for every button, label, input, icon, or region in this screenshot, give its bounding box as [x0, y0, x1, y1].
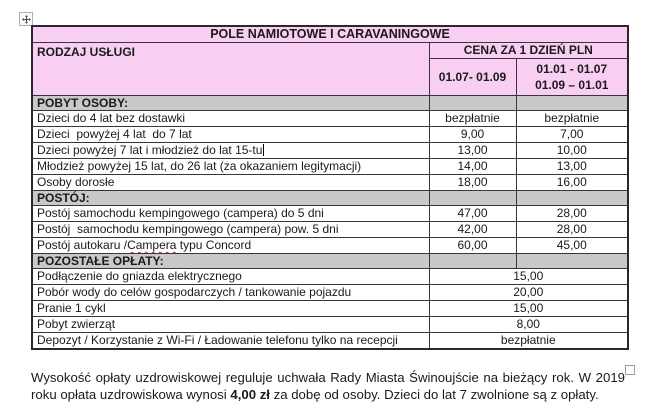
price-value: 28,00: [556, 206, 587, 220]
service-cell[interactable]: [32, 206, 429, 222]
service-label: Pobór wody do celów gospodarczych / tankowanie pojazdu: [37, 285, 352, 299]
price-value: 15,00: [513, 269, 544, 283]
service-label: Dzieci do 4 lat bez dostawki: [37, 111, 186, 125]
service-label: Osoby dorosłe: [37, 175, 115, 189]
service-cell[interactable]: [32, 301, 429, 317]
price-cell-merged[interactable]: [429, 333, 628, 350]
price-cell-season1[interactable]: [429, 175, 516, 191]
service-label: Młodzież powyżej 15 lat, do 26 lat (za okazaniem legitymacji): [37, 159, 362, 173]
table-header-row-1: [32, 43, 628, 59]
section-header-row: [32, 191, 628, 206]
section-heading: POBYT OSOBY:: [37, 96, 129, 110]
price-cell-offseason[interactable]: [516, 222, 628, 238]
table-title-cell[interactable]: [32, 26, 628, 43]
price-cell-season1[interactable]: [429, 222, 516, 238]
price-value: 60,00: [457, 238, 488, 252]
price-cell-season1[interactable]: [429, 159, 516, 175]
price-value: bezpłatnie: [544, 111, 600, 125]
price-value: 9,00: [460, 127, 485, 141]
service-label: Dzieci powyżej 4 lat do 7 lat: [37, 127, 192, 141]
service-cell[interactable]: [32, 127, 429, 143]
section-header-row: [32, 96, 628, 111]
season1-header: 01.07- 01.09: [438, 70, 507, 84]
table-row: [32, 301, 628, 317]
price-column-header: CENA ZA 1 DZIEŃ PLN: [463, 43, 593, 57]
price-cell-merged[interactable]: [429, 301, 628, 317]
price-column-header-cell[interactable]: [429, 43, 628, 59]
text-cursor: [263, 144, 264, 156]
section-heading-cell[interactable]: [32, 96, 429, 111]
service-cell[interactable]: [32, 285, 429, 301]
price-table: [31, 25, 629, 350]
price-value: 8,00: [516, 317, 540, 331]
service-label-suffix: typu Concord: [176, 238, 252, 252]
section-empty-cell[interactable]: [516, 96, 628, 111]
section-empty-cell[interactable]: [516, 191, 628, 206]
price-cell-offseason[interactable]: [516, 175, 628, 191]
price-cell-season1[interactable]: [429, 238, 516, 254]
price-value: 7,00: [560, 127, 584, 141]
season1-header-cell[interactable]: [429, 59, 516, 96]
price-value: 13,00: [556, 159, 587, 173]
table-row: [32, 333, 628, 350]
price-value: 42,00: [457, 222, 488, 236]
season2-header-line1: 01.01 - 01.07: [536, 62, 608, 76]
service-label: Podłączenie do gniazda elektrycznego: [37, 269, 242, 283]
service-cell[interactable]: [32, 159, 429, 175]
service-label: Pobyt zwierząt: [37, 317, 116, 331]
service-label: Postój samochodu kempingowego (campera) do 5 dni: [37, 206, 324, 220]
table-row: [32, 285, 628, 301]
table-title-row: [32, 26, 628, 43]
table-row: [32, 159, 628, 175]
service-cell[interactable]: [32, 111, 429, 127]
table-row: [32, 206, 628, 222]
service-column-header: RODZAJ USŁUGI: [37, 45, 136, 59]
service-column-header-cell[interactable]: [32, 43, 429, 96]
section-heading: POSTÓJ:: [37, 191, 90, 205]
footer-text-after: za dobę od osoby. Dzieci do lat 7 zwolnione są z opłaty.: [269, 387, 599, 402]
price-cell-offseason[interactable]: [516, 143, 628, 159]
table-row: [32, 175, 628, 191]
service-label: Depozyt / Korzystanie z Wi-Fi / Ładowanie telefonu tylko na recepcji: [37, 333, 398, 347]
service-cell[interactable]: [32, 317, 429, 333]
price-value: 10,00: [556, 143, 587, 157]
price-cell-season1[interactable]: [429, 111, 516, 127]
price-value: 45,00: [556, 238, 587, 252]
service-label: Postój samochodu kempingowego (campera) pow. 5 dni: [37, 222, 339, 236]
misspelled-word: Campera: [127, 238, 177, 252]
table-row: [32, 317, 628, 333]
price-cell-merged[interactable]: [429, 317, 628, 333]
price-cell-offseason[interactable]: [516, 238, 628, 254]
footer-note[interactable]: [31, 369, 625, 403]
service-cell[interactable]: [32, 238, 429, 254]
table-row: [32, 222, 628, 238]
table-row: [32, 111, 628, 127]
price-cell-season1[interactable]: [429, 127, 516, 143]
price-cell-season1[interactable]: [429, 143, 516, 159]
price-value: bezpłatnie: [445, 111, 500, 125]
table-move-handle[interactable]: [19, 12, 33, 26]
four-direction-move-icon: [22, 15, 31, 24]
season2-header-cell[interactable]: [516, 59, 628, 96]
footer-bold-amount: 4,00 zł: [230, 387, 270, 402]
price-value: 14,00: [457, 159, 488, 173]
section-heading-cell[interactable]: [32, 191, 429, 206]
service-cell[interactable]: [32, 333, 429, 350]
section-empty-cell[interactable]: [429, 191, 516, 206]
price-value: 20,00: [513, 285, 544, 299]
footer-text-before: Wysokość opłaty uzdrowiskowej reguluje uchwała Rady Miasta Świnoujście na bieżący rok. W 2019 roku opłata uzdrowiskowa wynosi: [31, 370, 625, 402]
price-cell-offseason[interactable]: [516, 159, 628, 175]
table-row: [32, 269, 628, 285]
table-row: [32, 238, 628, 254]
section-heading-cell[interactable]: [32, 254, 429, 269]
price-cell-offseason[interactable]: [516, 206, 628, 222]
price-cell-season1[interactable]: [429, 206, 516, 222]
price-value: 18,00: [457, 175, 488, 189]
service-cell[interactable]: [32, 143, 429, 159]
table-resize-handle[interactable]: [625, 365, 635, 375]
price-value: 15,00: [513, 301, 544, 315]
service-cell[interactable]: [32, 222, 429, 238]
service-cell[interactable]: [32, 269, 429, 285]
section-empty-cell[interactable]: [429, 96, 516, 111]
service-cell[interactable]: [32, 175, 429, 191]
section-heading: POZOSTAŁE OPŁATY:: [37, 254, 164, 268]
price-value: bezpłatnie: [500, 333, 556, 347]
service-label-prefix: Postój autokaru /: [37, 238, 128, 252]
service-label: Pranie 1 cykl: [37, 301, 106, 315]
price-value: 47,00: [457, 206, 488, 220]
price-value: 13,00: [457, 143, 488, 157]
price-value: 28,00: [556, 222, 587, 236]
price-cell-offseason[interactable]: [516, 127, 628, 143]
price-value: 16,00: [556, 175, 587, 189]
table-row: [32, 127, 628, 143]
section-empty-cell[interactable]: [516, 254, 628, 269]
service-label: Dzieci powyżej 7 lat i młodzież do lat 15-tu: [37, 143, 263, 157]
section-header-row: [32, 254, 628, 269]
price-cell-merged[interactable]: [429, 269, 628, 285]
price-cell-merged[interactable]: [429, 285, 628, 301]
table-row: [32, 143, 628, 159]
table-title: POLE NAMIOTOWE I CARAVANINGOWE: [210, 27, 450, 41]
season2-header-line2: 01.09 – 01.01: [535, 78, 609, 92]
section-empty-cell[interactable]: [429, 254, 516, 269]
price-cell-offseason[interactable]: [516, 111, 628, 127]
